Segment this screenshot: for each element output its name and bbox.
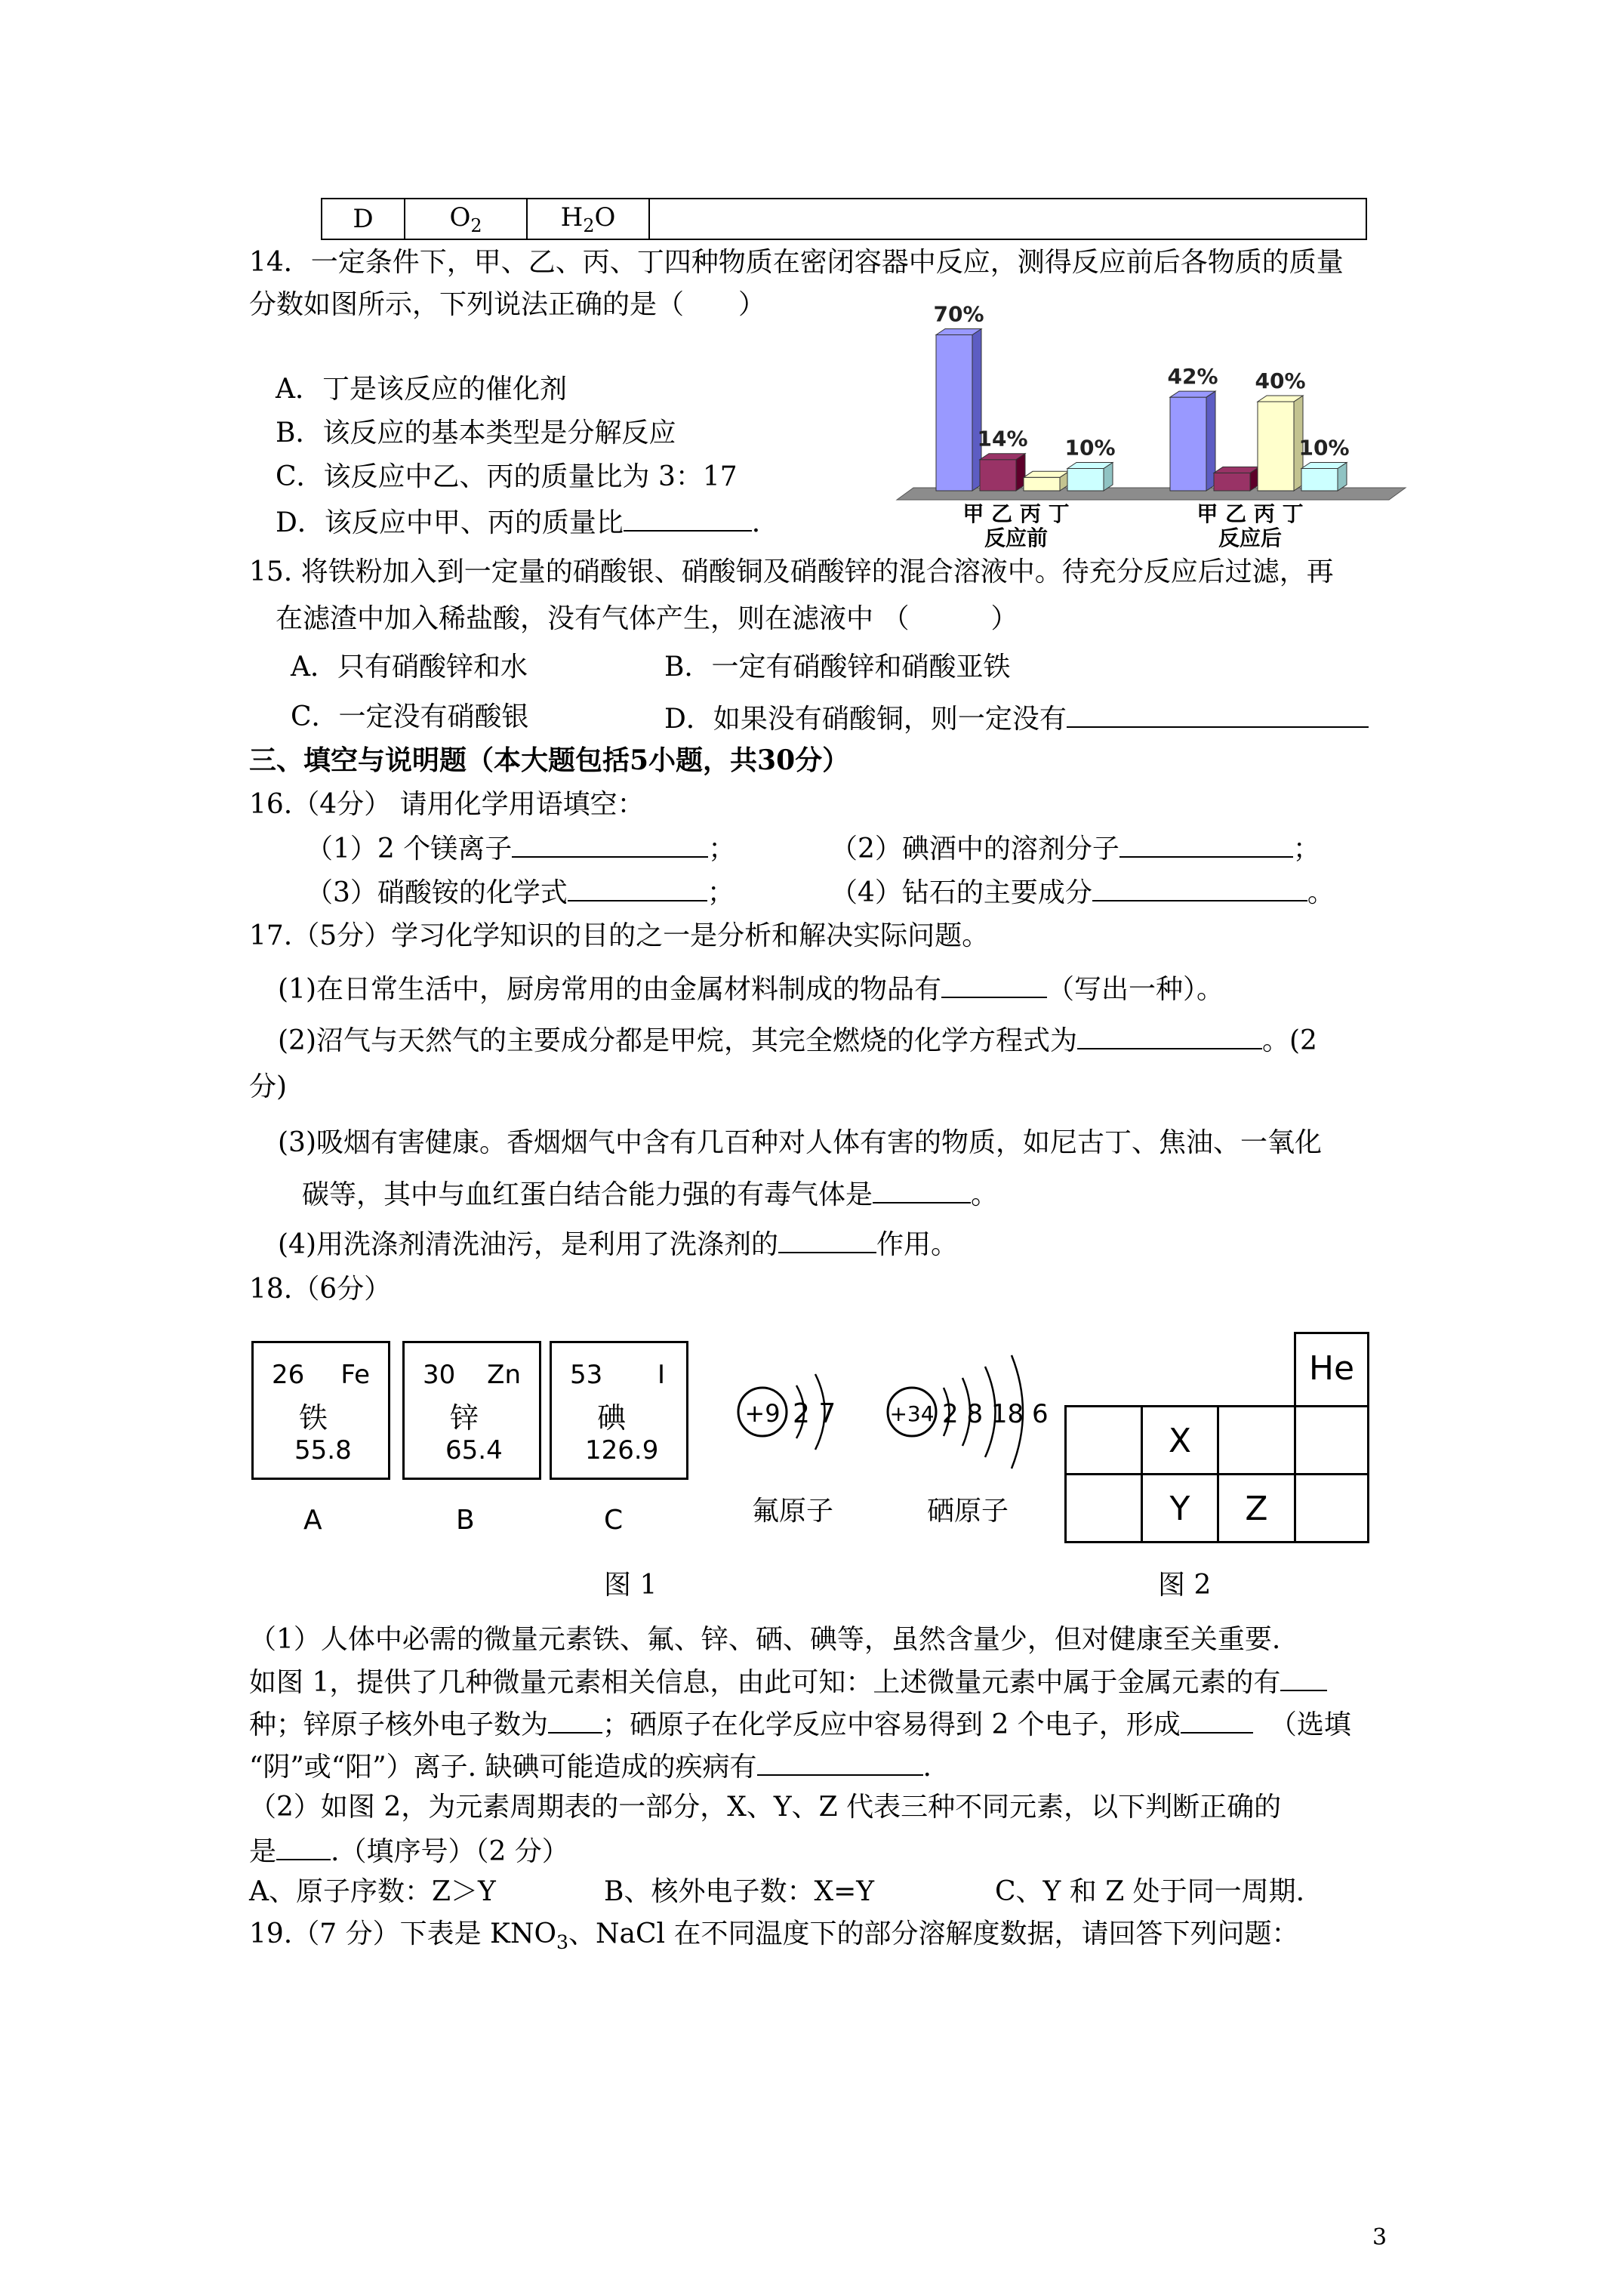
section-3-heading: 三、填空与说明题（本大题包括5小题，共30分） xyxy=(249,744,850,776)
atomic-mass: 55.8 xyxy=(294,1435,352,1465)
answer-blank xyxy=(512,831,708,858)
data-label-0-3: 10% xyxy=(1064,435,1116,461)
element-label-b: B xyxy=(456,1505,475,1536)
answer-blank xyxy=(873,1176,971,1203)
atomic-number: 53 xyxy=(570,1360,603,1390)
element-name: 锌 xyxy=(450,1401,479,1435)
selenium-electron-counts: 2 8 18 6 xyxy=(942,1399,1049,1429)
answer-blank xyxy=(778,1226,876,1253)
fluorine-atom-diagram xyxy=(738,1374,836,1450)
pt-cell-empty xyxy=(1064,1405,1143,1475)
q18-stem: 18.（6分） xyxy=(249,1274,392,1305)
category-labels-0: 甲 乙 丙 丁 xyxy=(962,501,1070,526)
q16-stem: 16.（4分） 请用化学用语填空： xyxy=(249,789,645,820)
q14-option-a: A．丁是该反应的催化剂 xyxy=(276,374,567,405)
fluorine-electron-counts: 2 7 xyxy=(793,1398,836,1429)
atomic-number: 26 xyxy=(272,1360,305,1390)
q15-option-b: B．一定有硝酸锌和硝酸亚铁 xyxy=(664,652,1011,683)
table-cell-h2o: $H_2O$ xyxy=(527,199,649,239)
element-label-c: C xyxy=(604,1505,624,1536)
q14-stem-line1: 14．一定条件下，甲、乙、丙、丁四种物质在密闭容器中反应，测得反应前后各物质的质量 xyxy=(249,247,1344,278)
answer-blank xyxy=(1119,831,1293,858)
element-card-i xyxy=(550,1341,688,1480)
q15-stem-line1: 15. 将铁粉加入到一定量的硝酸银、硝酸铜及硝酸锌的混合溶液中。待充分反应后过滤，再 xyxy=(249,556,1334,587)
q17-part2: (2)沼气与天然气的主要成分都是甲烷，其完全燃烧的化学方程式为 。(2 xyxy=(278,1022,1317,1057)
page-number: 3 xyxy=(1372,2224,1387,2251)
bar-0-2 xyxy=(1024,477,1060,491)
q17-part3-line2: 碳等，其中与血红蛋白结合能力强的有毒气体是 。 xyxy=(302,1176,998,1211)
group-label-0: 反应前 xyxy=(984,525,1049,547)
data-label-0-0: 70% xyxy=(933,301,984,327)
table-cell-d: D xyxy=(322,199,405,239)
pt-cell-he: He xyxy=(1294,1332,1369,1407)
category-labels-1: 甲 乙 丙 丁 xyxy=(1196,501,1304,526)
q18-line2: 如图 1，提供了几种微量元素相关信息，由此可知：上述微量元素中属于金属元素的有 xyxy=(249,1664,1327,1699)
answer-blank xyxy=(941,971,1047,998)
table-cell-o2: $O_2$ xyxy=(405,199,527,239)
data-label-1-3: 10% xyxy=(1298,435,1350,461)
table-cell-empty xyxy=(649,199,1366,239)
element-name: 铁 xyxy=(299,1401,328,1435)
q15-option-a: A．只有硝酸锌和水 xyxy=(291,652,528,683)
q16-part3: （3）硝酸铵的化学式 ； xyxy=(306,874,735,909)
pt-cell-empty xyxy=(1294,1405,1369,1475)
group-label-1: 反应后 xyxy=(1218,525,1283,547)
q14-option-b: B．该反应的基本类型是分解反应 xyxy=(276,418,676,448)
selenium-nucleus-charge: +34 xyxy=(889,1401,935,1426)
element-symbol: Fe xyxy=(340,1360,370,1390)
answer-blank xyxy=(568,874,707,901)
pt-cell-y: Y xyxy=(1141,1473,1219,1543)
atomic-mass: 126.9 xyxy=(585,1435,659,1465)
q18-line5: （2）如图 2，为元素周期表的一部分，X、Y、Z 代表三种不同元素，以下判断正确的 xyxy=(249,1792,1282,1823)
bar-1-2 xyxy=(1258,402,1294,491)
figure-1-caption: 图 1 xyxy=(604,1570,658,1601)
q15-stem-line2: 在滤渣中加入稀盐酸，没有气体产生，则在滤液中 （ ） xyxy=(276,603,1018,634)
data-label-0-1: 14% xyxy=(977,426,1028,451)
answer-blank xyxy=(1077,1022,1262,1049)
data-label-1-0: 42% xyxy=(1167,364,1218,390)
atomic-number: 30 xyxy=(423,1360,456,1390)
pt-cell-x: X xyxy=(1141,1405,1219,1475)
answer-blank xyxy=(548,1706,602,1734)
answer-blank xyxy=(1067,701,1369,728)
selenium-atom-label: 硒原子 xyxy=(927,1496,1009,1527)
q18-option-a: A、原子序数：Z＞Y xyxy=(249,1876,496,1907)
bar-0-1 xyxy=(980,460,1016,491)
q16-part1: （1）2 个镁离子 ； xyxy=(306,831,735,865)
bar-1-0 xyxy=(1170,397,1206,491)
figure-2-caption: 图 2 xyxy=(1158,1570,1212,1601)
q17-part2-cont: 分) xyxy=(249,1071,288,1102)
bar-1-3 xyxy=(1301,469,1338,492)
answer-blank xyxy=(1280,1664,1327,1691)
q18-line6: 是 .（填序号）（2 分） xyxy=(249,1833,569,1868)
answer-blank xyxy=(1181,1706,1253,1734)
q17-part1: (1)在日常生活中，厨房常用的由金属材料制成的物品有 （写出一种）。 xyxy=(278,971,1224,1006)
data-label-1-2: 40% xyxy=(1255,368,1306,393)
q16-part2: （2）碘酒中的溶剂分子 ； xyxy=(830,831,1320,865)
q18-line3: 种；锌原子核外电子数为 ；硒原子在化学反应中容易得到 2 个电子，形成 （选填 xyxy=(249,1706,1351,1741)
q17-part3-line1: (3)吸烟有害健康。香烟烟气中含有几百种对人体有害的物质，如尼古丁、焦油、一氧化 xyxy=(278,1127,1322,1158)
q14-option-c: C．该反应中乙、丙的质量比为 3：17 xyxy=(276,461,738,492)
q14-option-d: D．该反应中甲、丙的质量比 ． xyxy=(276,504,779,539)
bar-1-1 xyxy=(1214,473,1250,491)
pt-cell-empty xyxy=(1217,1405,1296,1475)
q18-line1: （1）人体中必需的微量元素铁、氟、锌、硒、碘等，虽然含量少，但对健康至关重要. xyxy=(249,1624,1281,1655)
element-label-a: A xyxy=(303,1505,322,1536)
pt-cell-z: Z xyxy=(1217,1473,1296,1543)
atomic-structure-diagrams xyxy=(725,1329,1057,1480)
answer-blank xyxy=(624,504,752,532)
q19-stem: 19.（7 分）下表是 $KNO_3$、NaCl 在不同温度下的部分溶解度数据，请回答下列问题： xyxy=(249,1918,1299,1954)
top-table-fragment xyxy=(321,198,1367,240)
q16-part4: （4）钻石的主要成分 。 xyxy=(830,874,1335,909)
bar-0-3 xyxy=(1067,469,1104,492)
fluorine-atom-label: 氟原子 xyxy=(752,1496,834,1527)
selenium-atom-diagram xyxy=(888,1355,1049,1469)
pt-cell-empty xyxy=(1064,1473,1143,1543)
answer-blank xyxy=(757,1749,923,1776)
element-card-fe xyxy=(251,1341,390,1480)
q15-option-d: D．如果没有硝酸铜，则一定没有 xyxy=(664,701,1369,735)
answer-blank xyxy=(276,1833,331,1860)
pt-cell-empty xyxy=(1294,1473,1369,1543)
q18-line4: “阴”或“阳”）离子. 缺碘可能造成的疾病有 . xyxy=(249,1749,932,1783)
answer-blank xyxy=(1092,874,1307,901)
bar-0-0 xyxy=(936,335,972,492)
element-symbol: Zn xyxy=(487,1360,521,1390)
element-name: 碘 xyxy=(597,1401,627,1435)
element-card-zn xyxy=(402,1341,541,1480)
element-symbol: I xyxy=(657,1360,665,1390)
q18-option-c: C、Y 和 Z 处于同一周期. xyxy=(995,1876,1305,1907)
q17-part4: (4)用洗涤剂清洗油污，是利用了洗涤剂的 作用。 xyxy=(278,1226,958,1261)
q17-stem: 17.（5分）学习化学知识的目的之一是分析和解决实际问题。 xyxy=(249,920,990,951)
q18-option-b: B、核外电子数：X=Y xyxy=(604,1876,875,1907)
mass-fraction-bar-chart xyxy=(891,291,1412,547)
q14-stem-line2: 分数如图所示，下列说法正确的是（ ） xyxy=(249,289,766,320)
atomic-mass: 65.4 xyxy=(445,1435,503,1465)
fluorine-nucleus-charge: +9 xyxy=(744,1399,781,1428)
q15-option-c: C．一定没有硝酸银 xyxy=(291,701,529,732)
